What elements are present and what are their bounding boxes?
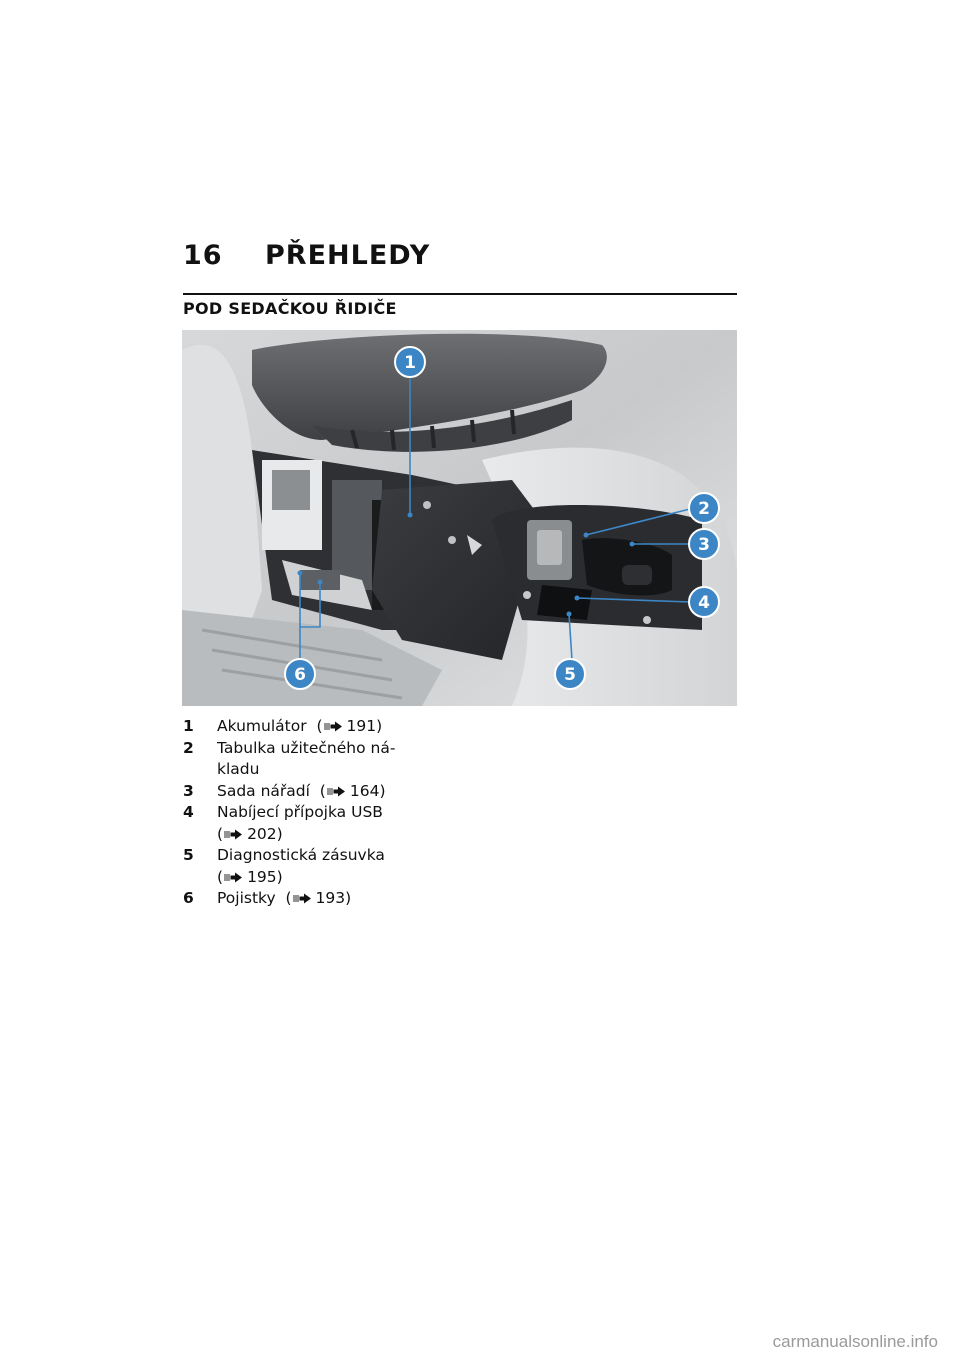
svg-text:1: 1 — [404, 353, 416, 373]
legend-item-5: 5 Diagnostická zásuvka ( 195) — [183, 845, 423, 888]
svg-text:5: 5 — [564, 665, 576, 685]
under-seat-photo — [182, 330, 737, 706]
legend-text-continued: kladu — [217, 760, 260, 778]
legend-item-4: 4 Nabíjecí přípojka USB ( 202) — [183, 802, 423, 845]
svg-text:3: 3 — [698, 535, 710, 555]
legend-text: Pojistky — [217, 889, 276, 907]
callout-4 — [689, 587, 719, 617]
page-reference-arrow-icon — [293, 893, 312, 904]
watermark: carmanualsonline.info — [772, 1332, 938, 1351]
page-header — [183, 240, 737, 271]
page-reference-arrow-icon — [324, 721, 343, 732]
legend-text: Nabíjecí přípojka USB — [217, 803, 383, 821]
callout-5 — [555, 659, 585, 689]
svg-text:4: 4 — [698, 593, 710, 613]
chapter-title: PŘEHLEDY — [265, 240, 431, 271]
legend-page-ref[interactable]: 191) — [346, 717, 383, 735]
section-title: POD SEDAČKOU ŘIDIČE — [183, 299, 397, 318]
legend-text: Diagnostická zásuvka — [217, 846, 385, 864]
legend-page-ref[interactable]: 193) — [315, 889, 352, 907]
callout-1 — [395, 347, 425, 377]
legend-item-1: 1 Akumulátor ( 191) — [183, 716, 423, 738]
legend-number: 3 — [183, 781, 194, 800]
legend-page-ref[interactable]: 164) — [349, 781, 386, 800]
legend-item-6: 6 Pojistky ( 193) — [183, 888, 423, 910]
page-reference-arrow-icon — [327, 786, 346, 797]
legend-number: 5 — [183, 846, 194, 864]
legend-text: Sada nářadí — [217, 781, 310, 800]
callout-6 — [285, 659, 315, 689]
legend-item-2 — [183, 738, 423, 781]
callout-3 — [689, 529, 719, 559]
page-reference-arrow-icon — [224, 829, 243, 840]
legend-page-ref[interactable]: 195) — [247, 867, 283, 886]
legend-number: 1 — [183, 717, 194, 735]
legend-number: 2 — [183, 738, 194, 757]
legend-item-3: 3 Sada nářadí ( 164) — [183, 781, 423, 803]
page-reference-arrow-icon — [224, 872, 243, 883]
legend-number: 6 — [183, 889, 194, 907]
header-divider — [183, 293, 737, 295]
page-number: 16 — [183, 240, 223, 271]
legend-page-ref[interactable]: 202) — [247, 824, 283, 843]
legend-number: 4 — [183, 803, 194, 821]
svg-text:6: 6 — [294, 665, 306, 685]
legend-text: Akumulátor — [217, 717, 307, 735]
legend-text: Tabulka užitečného ná- — [217, 738, 396, 757]
legend-list — [183, 716, 423, 910]
svg-text:2: 2 — [698, 499, 710, 519]
callout-2 — [689, 493, 719, 523]
